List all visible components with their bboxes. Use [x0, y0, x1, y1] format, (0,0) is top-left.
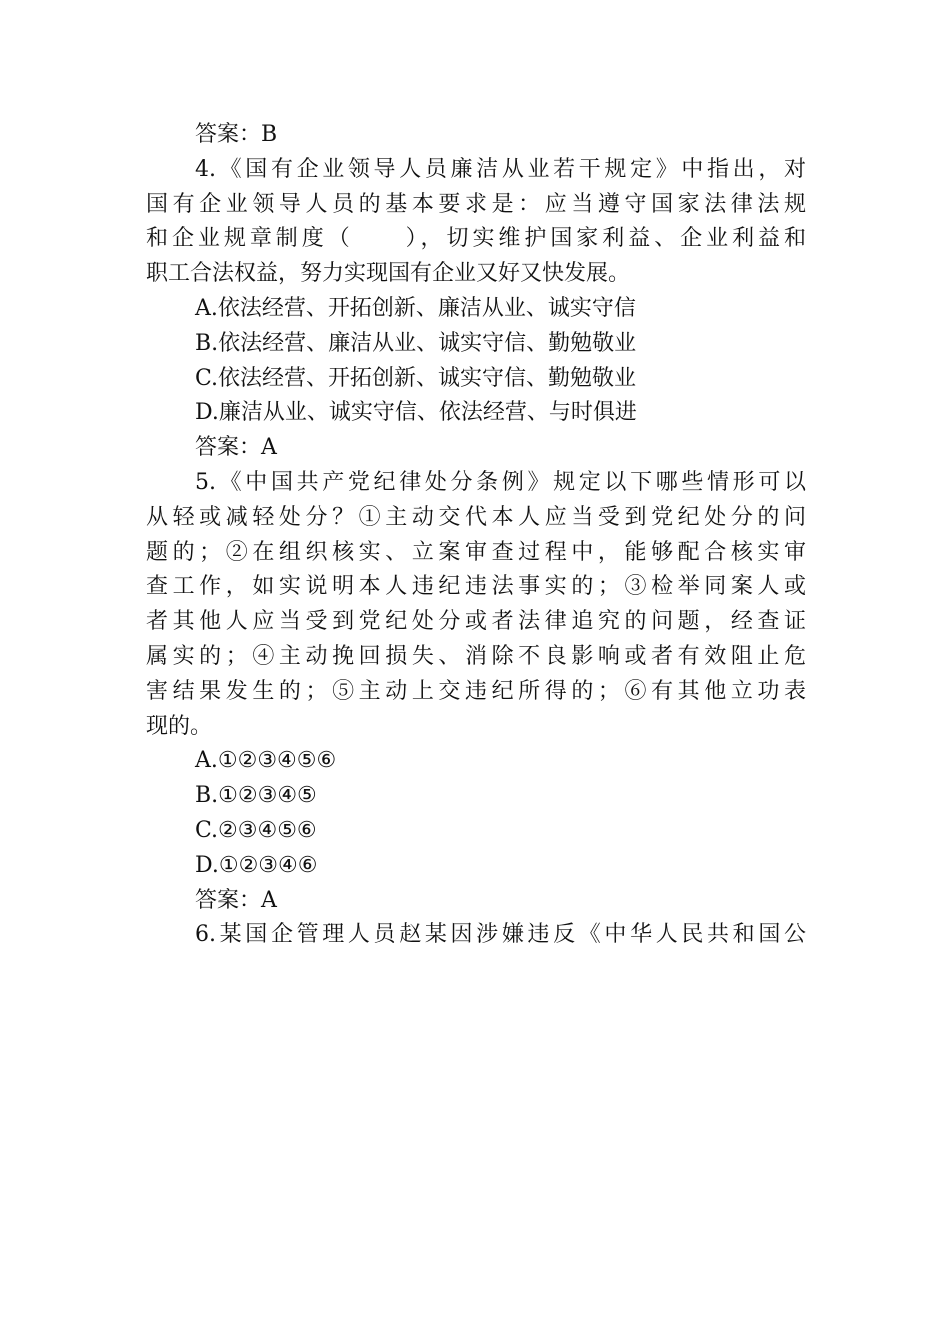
question-5-line: 从轻或减轻处分？①主动交代本人应当受到党纪处分的问	[146, 504, 806, 530]
question-5-line: 属实的；④主动挽回损失、消除不良影响或者有效阻止危	[146, 643, 806, 669]
question-5-line: 查工作，如实说明本人违纪违法事实的；③检举同案人或	[146, 574, 806, 600]
question-4-line: 和企业规章制度（ ），切实维护国家利益、企业利益和	[146, 226, 806, 252]
answer-line: 答案：A	[195, 435, 277, 461]
option-a: A.依法经营、开拓创新、廉洁从业、诚实守信	[195, 295, 636, 321]
option-b: B.依法经营、廉洁从业、诚实守信、勤勉敬业	[195, 330, 637, 356]
answer-line: 答案：B	[195, 122, 278, 147]
document-body	[146, 118, 806, 953]
question-5-line: 题的；②在组织核实、立案审查过程中，能够配合核实审	[146, 539, 806, 565]
option-b: B.①②③④⑤	[195, 783, 317, 809]
option-c: C.依法经营、开拓创新、诚实守信、勤勉敬业	[195, 365, 637, 391]
question-4-line: 国有企业领导人员的基本要求是：应当遵守国家法律法规	[146, 191, 806, 217]
question-5-line: 害结果发生的；⑤主动上交违纪所得的；⑥有其他立功表	[146, 678, 806, 704]
answer-line: 答案：A	[195, 887, 277, 913]
option-d: D.廉洁从业、诚实守信、依法经营、与时俱进	[195, 400, 637, 426]
option-c: C.②③④⑤⑥	[195, 817, 317, 843]
option-d: D.①②③④⑥	[195, 852, 318, 878]
question-5-line: 者其他人应当受到党纪处分或者法律追究的问题，经查证	[146, 609, 806, 635]
question-5-line: 现的。	[146, 713, 213, 739]
option-a: A.①②③④⑤⑥	[195, 748, 337, 774]
question-4-line: 4.《国有企业领导人员廉洁从业若干规定》中指出，对	[195, 156, 806, 182]
question-6-line: 6.某国企管理人员赵某因涉嫌违反《中华人民共和国公	[195, 922, 806, 948]
question-4-line: 职工合法权益，努力实现国有企业又好又快发展。	[146, 261, 631, 287]
question-5-line: 5.《中国共产党纪律处分条例》规定以下哪些情形可以	[195, 469, 806, 495]
